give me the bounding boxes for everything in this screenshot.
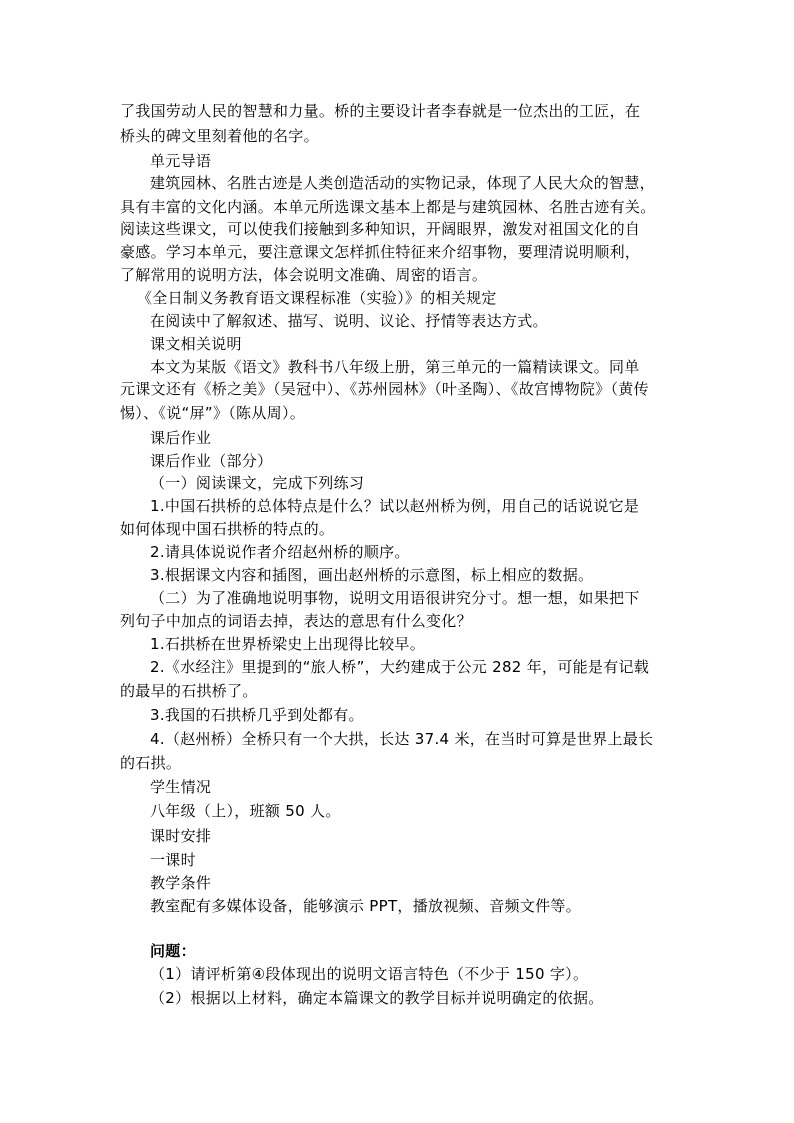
text-line: 3.根据课文内容和插图，画出赵州桥的示意图，标上相应的数据。 — [150, 566, 594, 584]
text-line: 元课文还有《桥之美》（吴冠中）、《苏州园林》（叶圣陶）、《故宫博物院》（黄传 — [120, 380, 649, 398]
text-line: 八年级（上），班额 50 人。 — [150, 802, 341, 820]
text-line: 桥头的碑文里刻着他的名字。 — [120, 127, 319, 145]
section-heading: 单元导语 — [150, 152, 212, 170]
text-line: 本文为某版《语文》教科书八年级上册，第三单元的一篇精读课文。同单 — [150, 358, 640, 376]
text-line: 1.石拱桥在世界桥梁史上出现得比较早。 — [150, 635, 426, 653]
text-line: 的石拱。 — [120, 754, 182, 772]
text-line: 列句子中加点的词语去掉，表达的意思有什么变化？ — [120, 612, 472, 630]
section-heading: 课时安排 — [150, 827, 212, 845]
text-line: 一课时 — [150, 851, 196, 869]
text-line: 4.（赵州桥）全桥只有一个大拱，长达 37.4 米，在当时可算是世界上最长 — [150, 730, 654, 748]
text-line: 阅读这些课文，可以使我们接触到多种知识，开阔眼界，激发对祖国文化的自 — [120, 220, 641, 238]
text-line: 2.请具体说说作者介绍赵州桥的顺序。 — [150, 543, 410, 561]
text-line: （一）阅读课文，完成下列练习 — [150, 474, 365, 492]
text-line: 具有丰富的文化内涵。本单元所选课文基本上都是与建筑园林、名胜古迹有关。 — [120, 198, 656, 216]
question-item: （2）根据以上材料，确定本篇课文的教学目标并说明确定的依据。 — [150, 989, 604, 1007]
text-line: 1.中国石拱桥的总体特点是什么？试以赵州桥为例，用自己的话说说它是 — [150, 497, 640, 515]
section-heading: 学生情况 — [150, 778, 212, 796]
text-line: 2.《水经注》里提到的“旅人桥”，大约建成于公元 282 年，可能是有记载 — [150, 658, 650, 676]
text-line: 的最早的石拱桥了。 — [120, 682, 258, 700]
text-line: 建筑园林、名胜古迹是人类创造活动的实物记录，体现了人民大众的智慧， — [150, 174, 655, 192]
text-line: 惕）、《说“屏”》（陈从周）。 — [120, 404, 306, 422]
text-line: 3.我国的石拱桥几乎到处都有。 — [150, 706, 364, 724]
text-line: 了解常用的说明方法，体会说明文准确、周密的语言。 — [120, 266, 488, 284]
section-heading: 教学条件 — [150, 874, 212, 892]
text-line: （二）为了准确地说明事物，说明文用语很讲究分寸。想一想，如果把下 — [150, 589, 640, 607]
text-line: 课后作业（部分） — [150, 452, 273, 470]
text-line: 在阅读中了解叙述、描写、说明、议论、抒情等表达方式。 — [150, 312, 548, 330]
text-line: 教室配有多媒体设备，能够演示 PPT，播放视频、音频文件等。 — [150, 897, 582, 915]
text-line: 豪感。学习本单元，要注意课文怎样抓住特征来介绍事物，要理清说明顺利， — [120, 243, 641, 261]
questions-heading: 问题： — [150, 942, 196, 960]
section-heading: 课后作业 — [150, 429, 212, 447]
text-line: 如何体现中国石拱桥的特点的。 — [120, 520, 335, 538]
question-item: （1）请评析第④段体现出的说明文语言特色（不少于 150 字）。 — [150, 965, 589, 983]
section-heading: 《全日制义务教育语文课程标准（实验）》的相关规定 — [137, 289, 497, 307]
section-heading: 课文相关说明 — [150, 335, 242, 353]
text-line: 了我国劳动人民的智慧和力量。桥的主要设计者李春就是一位杰出的工匠，在 — [120, 102, 641, 120]
